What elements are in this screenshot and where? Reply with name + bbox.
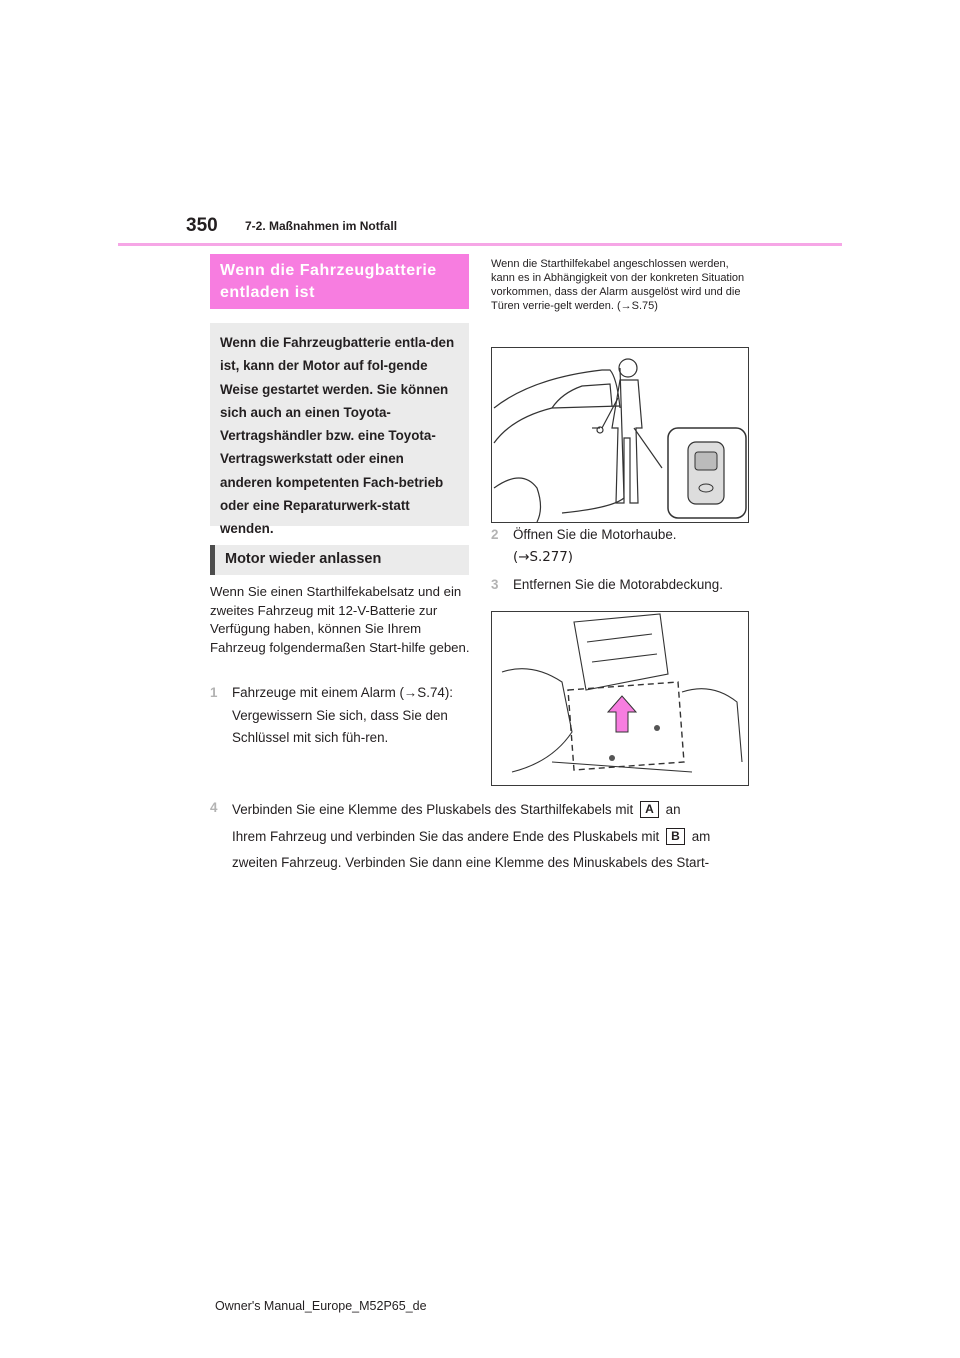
section-heading-restart: Motor wieder anlassen bbox=[210, 545, 469, 575]
step-text bbox=[232, 797, 770, 877]
figure-person-with-key bbox=[491, 347, 749, 523]
step-number: 2 bbox=[491, 527, 499, 542]
page-reference: (→S.277) bbox=[513, 549, 573, 565]
step-number: 4 bbox=[210, 800, 218, 815]
label-a: A bbox=[640, 801, 659, 818]
step-4-part-a: Verbinden Sie eine Klemme des Pluskabels des Starthilfekabels mit bbox=[232, 802, 634, 817]
engine-illustration bbox=[492, 612, 748, 785]
info-box: Wenn die Fahrzeugbatterie entla-den ist, kann der Motor auf fol-gende Weise gestartet werden. Sie können sich auch an einen Toyota-Vertragshändler bzw. eine Toyota-Vertragswerkstatt oder einen anderen kompetenten Fach-betrieb oder eine Reparaturwerk-statt wenden. bbox=[210, 323, 469, 526]
header-rule bbox=[118, 243, 842, 246]
step-2 bbox=[491, 524, 751, 569]
alarm-note: Wenn die Starthilfekabel angeschlossen werden, kann es in Abhängigkeit von der konkreten Situation vorkommen, dass der Alarm ausgelöst wird und die Türen verrie-gelt werden. (→S.75) bbox=[491, 258, 745, 312]
intro-paragraph: Wenn Sie einen Starthilfekabelsatz und ein zweites Fahrzeug mit 12-V-Batterie zur Verfügung haben, können Sie Ihrem Fahrzeug folgendermaßen Start-hilfe geben. bbox=[210, 584, 470, 655]
step-3 bbox=[491, 574, 751, 597]
step-text: Fahrzeuge mit einem Alarm (→S.74): Vergewissern Sie sich, dass Sie den Schlüssel mit sich füh-ren. bbox=[232, 685, 454, 745]
step-4-part-c: Ihrem Fahrzeug und verbinden Sie das andere Ende des Pluskabels mit bbox=[232, 828, 660, 844]
page-number: 350 bbox=[186, 215, 218, 236]
step-4-part-d: am bbox=[691, 828, 711, 844]
label-b: B bbox=[666, 828, 685, 845]
step-text: Öffnen Sie die Motorhaube. bbox=[513, 527, 677, 542]
section-heading-battery: Wenn die Fahrzeugbatterie entladen ist bbox=[210, 254, 469, 309]
figure-engine-cover bbox=[491, 611, 749, 786]
step-4-part-b: an bbox=[665, 802, 681, 817]
footer-manual-id: Owner's Manual_Europe_M52P65_de bbox=[215, 1299, 427, 1313]
chapter-title: 7-2. Maßnahmen im Notfall bbox=[245, 219, 398, 233]
step-number: 1 bbox=[210, 685, 218, 700]
step-number: 3 bbox=[491, 577, 499, 592]
step-4 bbox=[210, 797, 770, 877]
step-4-part-e: zweiten Fahrzeug. Verbinden Sie dann eine Klemme des Minuskabels des Start- bbox=[232, 855, 710, 870]
step-text: Entfernen Sie die Motorabdeckung. bbox=[513, 577, 723, 592]
step-1 bbox=[210, 682, 472, 750]
car-door-illustration bbox=[492, 348, 748, 522]
